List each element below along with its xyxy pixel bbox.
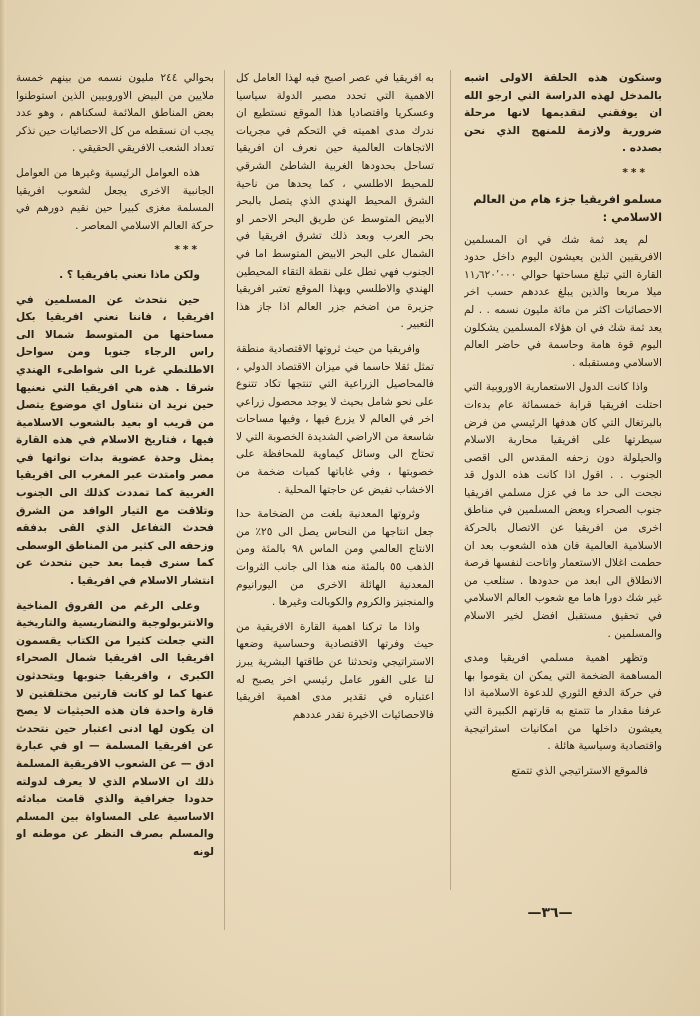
column-divider <box>224 70 225 930</box>
paragraph: لم يعد ثمة شك في ان المسلمين الافريقيين الذين يعيشون اليوم داخل حدود القارة التي تبلغ مساحتها حوالي ١١٫٦٢٠٬٠٠٠ ميلا مربعا والذين يبلغ عددهم حسب اخر الاحصائيات اكثر من مائة مليون نسمه . . لم يعد ثمة شك في ان هؤلاء المسلمين يشكلون اليوم قوة هامة وحاسمة في حاضر العالم الاسلامي ومستقبله . <box>464 233 662 369</box>
paragraph: واذا كانت الدول الاستعمارية الاوروبية التي احتلت افريقيا قرابة خمسمائة عام بدءات بالبرتغال التي كان هدفها الرئيسي من فرض سيطرتها على افريقيا محاربة الاسلام والحيلولة دون زحفه المقدس الى اقصى الجنوب . . اقول اذا كانت هذه الدول قد نجحت الى حد ما في عزل مسلمي افريقيا جنوب الصحراء وبعض المسلمين في مناطق اخرى من افريقيا عن الاتصال بالحركة الاسلامية العالمية فان هذه الشعوب بعد ان حطمت اغلال الاستعمار واتاحت لنفسها فرصة الانطلاق الى ابعد من حدودها . ستلعب من غير شك دورا هاما مع شعوب العالم الاسلامي في تحقيق مستقبل افضل لخير الاسلام والمسلمين . <box>464 381 662 640</box>
paragraph: وثروتها المعدنية بلغت من الضخامة حدا جعل انتاجها من النحاس يصل الى ٢٥٪ من الانتاج العالمي ومن الماس ٩٨ بالمئة ومن الذهب ٥٥ بالمئة منه هذا الى جانب الثروات المعدنية الهائلة الاخرى من اليورانيوم والمنجنيز والكروم والكوبالت وغيرها . <box>236 508 434 609</box>
binding-edge <box>0 0 6 1016</box>
paragraph: به افريقيا في عصر اصبح فيه لهذا العامل كل الاهمية التي تحدد مصير الدولة سياسيا وعسكريا واقتصاديا هذا الموقع نستطيع ان ندرك مدى اهميته في التحكم في مجريات الاتجاهات العالمية حين نعرف ان افريقيا تساحل بحدودها الغربية الشاطئ الشرقي للمحيط الاطلسي ، كما يحدها من ناحية الشرق المحيط الهندي الذي يتصل بالبحر الابيض المتوسط عن طريق البحر الاحمر او بحر العرب وبعد ذلك تشرق افريقيا في الشمال على البحر الابيض المتوسط اما في الجنوب فهي تطل على نقطة التقاء المحيطين الهندي والاطلسي وبهذا الموقع تعتبر افريقيا جزيرة من اضخم جزر العالم اذا جاز هذا التعبير . <box>236 72 434 331</box>
column-right <box>464 70 662 890</box>
column-divider <box>450 70 451 890</box>
subheading-question: ولكن ماذا نعني بافريقيا ؟ . <box>59 268 200 281</box>
paragraph: وتظهر اهمية مسلمي افريقيا ومدى المساهمة الضخمة التي يمكن ان يقوموا بها في حركة الدفع الثوري للدعوة الاسلامية اذا عرفنا مقدار ما تتمتع به قارتهم الكبيرة التي يعيشون داخلها من امكانيات استراتيجية واقتصادية وسياسية هائلة . <box>464 652 662 753</box>
paragraph: فالموقع الاستراتيجي الذي تتمتع <box>511 764 648 777</box>
paragraph: وعلى الرغم من الفروق المناخية والانتربولوجية والتضاريسية والتاريخية التي جعلت كثيرا من الكتاب يقسمون افريقيا الى افريقيا شمال الصحراء الكبرى ، وافريقيا جنوبها ويتحدثون عنها كما لو كانت قارتين مختلفتين لا قارة واحدة فان هذه الحيثيات لا يصح ان يكون لها ادنى اعتبار حين نتحدث عن افريقيا المسلمة — او في عبارة ادق — عن الشعوب الافريقية المسلمة ذلك ان الاسلام الذي لا يعرف لدولته حدودا جغرافية والذي قامت مبادئه الاساسية على المساواة بين المسلم والمسلم بصرف النظر عن موطنه او لونه <box>16 599 214 858</box>
page-number: —٣٦— <box>527 905 573 921</box>
section-separator: *** <box>174 244 200 257</box>
section-heading: مسلمو افريقيا جزء هام من العالم الاسلامي : <box>473 191 662 224</box>
column-left <box>16 70 214 930</box>
column-middle <box>236 70 434 930</box>
section-separator: *** <box>622 166 648 179</box>
paragraph: وافريقيا من حيث ثروتها الاقتصادية منطقة تمثل ثقلا حاسما في ميزان الاقتصاد الدولي ، فالمحاصيل الزراعية التي تنتجها تكاد تتنوع على نحو شامل بحيث لا يوجد محصول زراعي اخر في العالم لا يزرع فيها ، وفيها مساحات شاسعة من الاراضي الشديدة الخصوبة التي لا تحتاج الى وسائل كيماوية للمحافظة على خصوبتها ، وفي غاباتها كميات ضخمة من الاخشاب تفيض عن حاجتها المحلية . <box>236 342 434 496</box>
paragraph: واذا ما تركنا اهمية القارة الافريقية من حيث وفرتها الاقتصادية وحساسية وضعها الاستراتيجي وتحدثنا عن طاقتها البشرية يبرز لنا على الفور عامل رئيسي اخر يصبح له اعتباره في تقدير مدى اهمية افريقيا فالاحصائيات الاخيرة تقدر عددهم <box>236 620 434 721</box>
paragraph: حين نتحدث عن المسلمين في افريقيا ، فاننا نعني افريقيا بكل مساحتها من المتوسط شمالا الى راس الرجاء جنوبا ومن سواحل الاطلنطي غربا الى شواطىء الهندي شرقا . هذه هي افريقيا التي نعنيها حين نريد ان نتناول اي موضوع يتصل من قريب او بعيد بالشعوب الاسلامية فيها ، فتاريخ الاسلام في هذه القارة يمثل وحدة عضوية بدات نواتها في مصر وامتدت عبر المغرب الى افريقيا الغربية كما تمددت كذلك الى الجنوب وتلاقت مع التيار الوافد من الشرق فحدث التفاعل الذي القى بدفقه وزحفه الى كثير من المناطق الوسطى كما سنرى فيما بعد حين نتحدث عن انتشار الاسلام في افريقيا . <box>16 293 214 588</box>
paragraph: بحوالي ٢٤٤ مليون نسمه من بينهم خمسة ملايين من البيض الاوروبيين الذين استوطنوا بعض المناطق الملائمة لسكناهم ، وهو عدد يجب ان نسقطه من كل الاحصائيات حين نذكر تعداد الشعب الافريقي الحقيقي . <box>16 72 214 155</box>
paragraph: هذه العوامل الرئيسية وغيرها من العوامل الجانبية الاخرى يجعل لشعوب افريقيا المسلمة مغزى كبيرا حين نقيم دورهم في حركة العالم الاسلامي المعاصر . <box>16 166 214 232</box>
intro-paragraph: وستكون هذه الحلقة الاولى اشبه بالمدخل لهذه الدراسة التي ارجو الله ان يوفقني لتقديمها لانها مرحلة ضرورية ولازمة للمنهج الذي نحن بصدده . <box>464 72 662 155</box>
